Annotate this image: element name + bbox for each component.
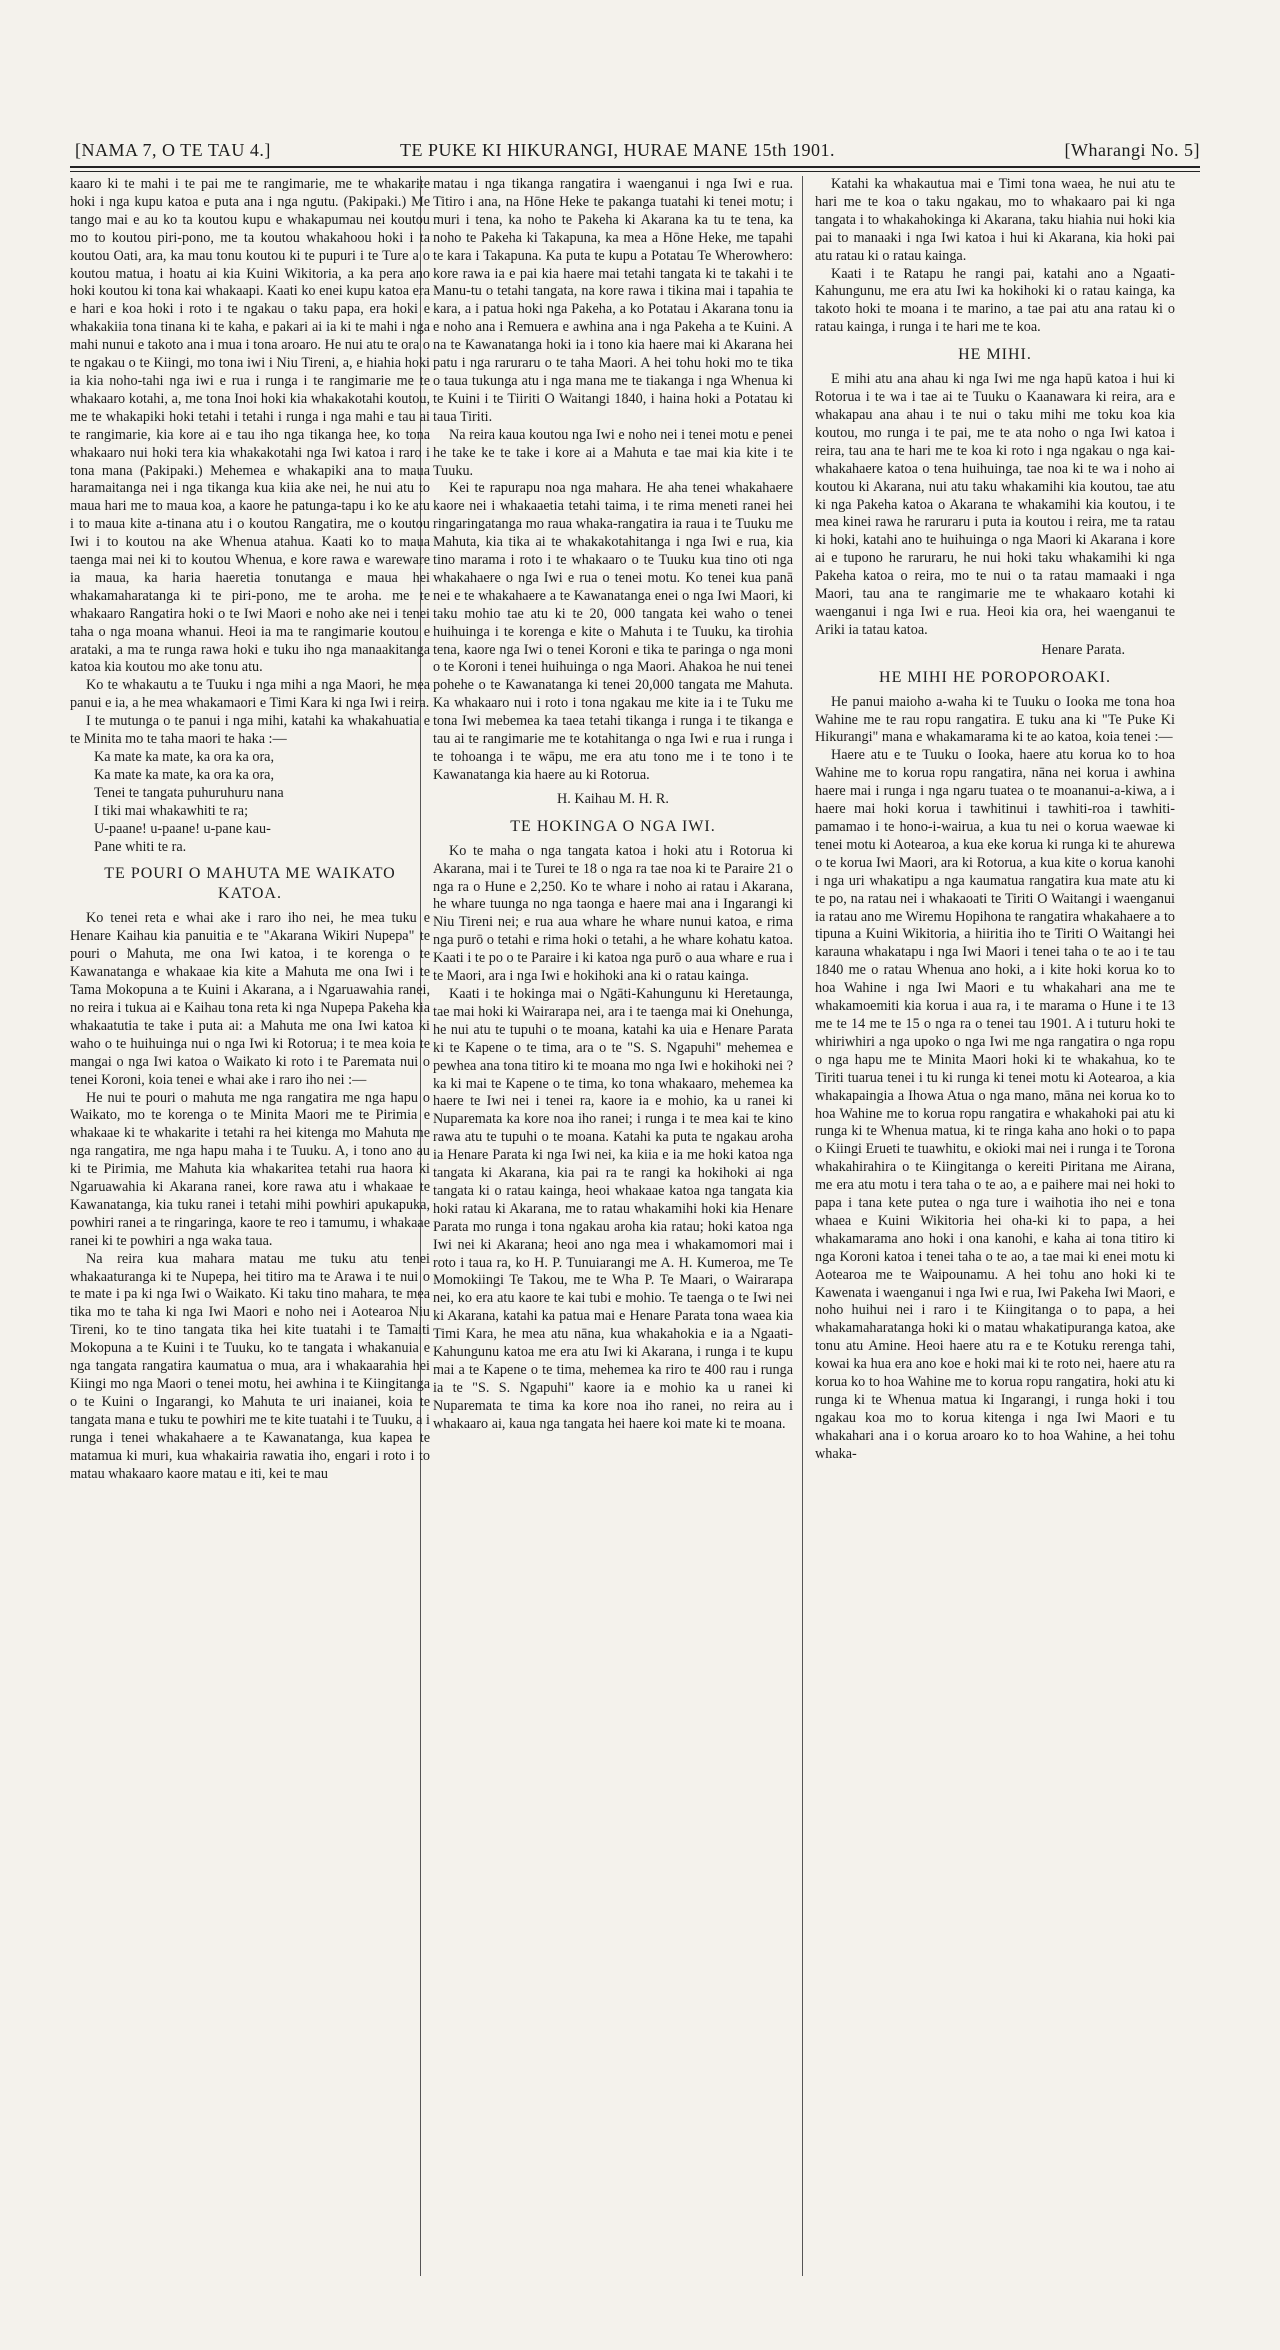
article-paragraph: matau i nga tikanga rangatira i waenganui i nga Iwi e rua. Titiro i ana, na Hōne Heke te pakanga tuatahi ki tenei motu; i muri i tena, ka noho te Pakeha ki Akarana ka tu te tena, ka noho te Pakeha ki Takapuna, ka mea a Hōne Heke, me tapahi te kara i Takapuna. Ka puta te kupu a Potatau Te Wherowhero: kore rawa ia e pai kia haere mai tetahi tangata ki te takahi i te Manu-tu o tetahi tangata, na kore rawa i tikina mai i tapahia te kara, a i patua hoki nga Pakeha, a ko Potatau i Akarana tonu ia e noho ana i Remuera e awhina ana i nga Pakeha a te Kuini. A na te Kawanatanga hoki ia i tono kia haere mai ki Akarana hei patu i nga raruraru o te taha Maori. A hei tohu hoki mo te tika o taua tukunga atu i nga mana me te tiakanga i nga Whenua ki te Kuini i te Tiiriti O Waitangi 1840, i haina hoki a Potatau ki taua Tiriti. xyxy=(433,176,793,425)
column-2 xyxy=(433,176,793,1434)
page-header xyxy=(70,140,1200,166)
issue-number: [NAMA 7, O TE TAU 4.] xyxy=(75,140,271,160)
verse-line: U-paane! u-paane! u-pane kau- xyxy=(94,820,271,837)
verse-line: Tenei te tangata puhuruhuru nana xyxy=(94,784,284,801)
signature: H. Kaihau M. H. R. xyxy=(557,790,669,807)
header-rule-thin xyxy=(70,171,1200,172)
article-paragraph: I te mutunga o te panui i nga mihi, katahi ka whakahuatia e te Minita mo te taha maori te haka :— xyxy=(70,713,430,748)
article-heading: HE MIHI. xyxy=(958,346,1032,364)
article-paragraph: Ko te maha o nga tangata katoa i hoki atu i Rotorua ki Akarana, mai i te Turei te 18 o nga ra tae noa ki te Paraire 21 o nga ra o Hune e 2,250. Ko te whare i noho ai ratau i Akarana, he whare tuunga no nga taonga e haere mai ana i Ingarangi ki Niu Tireni nei; e rua aua whare he whare nunui katoa, e rima nga purō o tetahi e rima hoki o tetahi, a he whare kohatu katoa. Kaati i te po o te Paraire i ki katoa nga purō o aua whare e rua i te Maori, ara i nga Iwi e hokihoki ana ki o ratau kainga. xyxy=(433,842,793,985)
article-paragraph: Katahi ka whakautua mai e Timi tona waea, he nui atu te hari me te koa o taku ngakau, mo to whakaaro pai ki nga tangata i to whakahokinga ki Akarana, taku hiahia nui hoki kia pai to manaaki i nga Iwi katoa i hui ki Akarana, kia hoki pai atu ratau ki o ratau kainga. xyxy=(815,176,1175,264)
article-paragraph: E mihi atu ana ahau ki nga Iwi me nga hapū katoa i hui ki Rotorua i te wa i tae ai te Tuuku o Kaanawara ki reira, ara e whakapau ana ahau i te nui o taku mihi me toku koa kia koutou, mo runga i te pai, me te ata noho o nga Iwi katoa i reira, tau ana te hari me te koa ki roto i nga ngakau o nga kai-whakahaere katoa o tena huihuinga, tae noa ki te wa i noho ai koutou ki Akarana, nui atu taku whakamihi kia koutou, tae atu ki nga Pakeha katoa o Akarana te whakamihi kia koutou, i te mea kinei rawa he raruraru i puta ia koutou i reira, me ta ratau ki hoki, katahi ano te huihuinga o nga Maori ki Akarana i kore ai e tupono he raruraru, he nui hoki taku whakamihi ki nga Pakeha katoa o reira, mo te nui o ta ratau mamaaki i nga Maori, tau ana te rangimarie me te whakaaro kotahi ki waenganui i nga Iwi e rua. Heoi kia ora, hei waenganui te Ariki ia tatau katoa. xyxy=(815,371,1175,638)
column-3 xyxy=(815,176,1175,1464)
haka-verse xyxy=(70,749,430,856)
verse-line: Ka mate ka mate, ka ora ka ora, xyxy=(94,766,275,783)
signature: Henare Parata. xyxy=(1041,641,1125,658)
verse-line: I tiki mai whakawhiti te ra; xyxy=(94,802,249,819)
article-paragraph: Ko tenei reta e whai ake i raro iho nei, he mea tuku e Henare Kaihau kia panuitia e te "Akarana Wikiri Nupepa" te pouri o Mahuta, me ona Iwi katoa, i te korenga o te Kawanatanga e whakaae kia kite a Mahuta me ona Iwi i te Tama Mokopuna a te Kuini i Akarana, a i Ngaruawahia ranei, no reira i tukua ai e Kaihau tona reta ki nga Nupepa Pakeha kia whakaatutia te take i puta ai: a Mahuta me ona Iwi katoa ki waho o te huihuinga nui o nga Iwi ki Rotorua; i te mea koia te mangai o nga Iwi katoa o Waikato ki roto i te Paremata nui o tenei Koroni, koia tenei e whai ake i raro iho nei :— xyxy=(70,910,430,1088)
article-paragraph: Kaati i te hokinga mai o Ngāti-Kahungunu ki Heretaunga, tae mai hoki ki Wairarapa nei, ara i te taenga mai ki Onehunga, he nui atu te tupuhi o te moana, katahi ka uia e Henare Parata ki te Kapene o te tima, ara o te "S. S. Ngapuhi" mehemea e pewhea ana tona titiro ki te moana mo nga Iwi e hokihoki nei ? ka ki mai te Kapene o te tima, ko tona whakaaro, mehemea ka haere te Iwi nei i tenei ra, kaore ia e mohio, ka u ranei ki Nuparemata ka kore noa iho ranei; i runga i te mea kai te kino rawa atu te tupuhi o te moana. Katahi ka puta te ngakau aroha ia Henare Parata ki nga Iwi nei, ka kiia e ia me hoki katoa nga tangata ki Akarana, kia pai ra te rangi ka hokihoki ai nga tangata ki o ratau kainga, heoi whakaae katoa nga tangata kia hoki ratau ki Akarana, me to ratau whakamihi hoki kia Henare Parata mo runga i tona ngakau aroha kia ratau; hoki katoa nga Iwi nei ki Akarana; heoi ano nga mea i whakamomori mai i roto i taua ra, ko H. P. Tunuiarangi me A. H. Kumeroa, me Te Momokiingi Te Takou, me te Wha P. Te Maari, o Wairarapa nei, ko era atu kaore te kai tubi e mohio. Te taenga o te Iwi nei ki Akarana, katahi ka patua mai e Henare Parata tona waea kia Timi Kara, he mea atu nāna, kua whakahokia e ia a Ngaati-Kahungunu katoa me era atu Iwi ki Akarana, i runga i te kupu mai a te Kapene o te tima, mehemea ka riro te 400 rau i runga ia te "S. S. Ngapuhi" kaore ia e mohio ka u ranei ki Nuparemata te tima ka kore noa iho ranei, no reira au i whakaaro ai, kaua nga tangata hei haere koi mate ki te moana. xyxy=(433,985,793,1432)
page-number: [Wharangi No. 5] xyxy=(1064,140,1200,160)
article-paragraph: Na reira kua mahara matau me tuku atu tenei whakaaturanga ki te Nupepa, hei titiro ma te Arawa i te nui o te mate i pa ki nga Iwi o Waikato. Ki taku tino mahara, te mea tika mo te taha ki nga Iwi Maori e noho nei i Aotearoa Niu Tireni, ko te tino tangata tika hei kite tuatahi i te Tamaiti Mokopuna a te Kuini i te Tuuku, ko te tangata i whakanuia e nga tangata rangatira kaumatua o mua, ara i whakaarahia hei Kiingi mo nga Maori o tenei motu, hei awhina i te Kiingitanga o te Kuini o Ingarangi, ko Mahuta te uri inaianei, koia te tangata mana e tuku te powhiri me te kite tuatahi i te Tuuku, a i runga i tenei whakahaere a te Kawanatanga, kua kapea te matamua ki muri, kua whakairia rawatia iho, engari i roto i to matau whakaaro kaore matau e iti, kei te mau xyxy=(70,1250,430,1482)
article-heading: TE POURI O MAHUTA ME WAIKATO KATOA. xyxy=(104,865,396,903)
article-paragraph: kaaro ki te mahi i te pai me te rangimarie, me te whakarite hoki i nga kupu katoa e puta ana i nga ngutu. (Pakipaki.) Me tango mai e au ko ta koutou kupu e whakapumau nei koutou mo to koutou piri-pono, me ta koutou whakahoou hoki i ta koutou Oati, ara, ka mau tonu koutou ki te pupuri i te Ture a o koutou matua, i hoatu ai kia Kuini Wikitoria, a ka pera ano hoki koutou ki tona kai whakaapi. Kaati ko enei kupu katoa era e hari e koa hoki i roto i te ngakau o taku papa, era hoki e whakakiia tona tinana ki te kaha, e pakari ai ia ki te mahi i nga mahi nunui e takoto ana i mua i tona aroaro. He nui atu te ora o te ngakau o te Kiingi, mo tona iwi i Niu Tireni, a, e hiahia hoki ia kia noho-tahi nga iwi e rua i runga i te rangimarie me te whakaaro kotahi, a, me tona Inoi hoki kia whakakotahi koutou, me te whakapiki hoki tetahi i tetahi i runga i nga mahi e tau ai te rangimarie, kia kore ai e tau iho nga tikanga hee, ko tona whakaaro nui hoki tera kia whakakotahi nga Iwi katoa i raro i tona mana (Pakipaki.) Mehemea e whakapiki ana to maua haramaitanga nei i nga tikanga kua kiia ake nei, he nui atu to maua hari me to maua koa, a kaore he patunga-tapu i ko ke atu i to maua kite a-tinana atu i o koutou Rangatira, me o koutou Iwi i to koutou na ake Whenua atahua. Kaati ko to maua taenga mai nei ki to koutou Whenua, e kore rawa e wareware ia maua, ka haria haeretia tonutanga e maua hei whakamaharatanga ki te piri-pono, me te aroha. me te whakaaro Rangatira hoki o te Iwi Maori e noho ake nei i tenei taha o nga moana whanui. Heoi ia ma te rangimarie koutou e arataki, a ma te runga rawa hoki e tuku iho nga manaakitanga katoa kia koutou mo ake tonu atu. xyxy=(70,176,430,676)
article-paragraph: Ko te whakautu a te Tuuku i nga mihi a nga Maori, he mea panui e ia, a he mea whakamaori e Timi Kara ki nga Iwi i reira. xyxy=(70,677,430,712)
article-paragraph: He nui te pouri o mahuta me nga rangatira me nga hapu o Waikato, mo te korenga o te Minita Maori me te Pirimia e whakaae ki te whakarite i tetahi ra hei kitenga mo Mahuta me nga rangatira, me nga hapu maha i te Tuuku. A, i tono ano au ki te Pirimia, me Mahuta kia whakaritea tetahi rua haora ki Ngaruawahia ki Akarana ranei, kore rawa atu i whakaae te Kawanatanga, kia tuku ranei i tetahi mihi powhiri apukapuka, powhiri ranei a te ringaringa, kaore te reo i tamumu, i whakaae ranei ki te powhiri a nga waka taua. xyxy=(70,1089,430,1249)
article-heading: TE HOKINGA O NGA IWI. xyxy=(510,817,716,835)
verse-line: Pane whiti te ra. xyxy=(94,838,187,855)
header-rule xyxy=(70,166,1200,168)
article-paragraph: Haere atu e te Tuuku o Iooka, haere atu korua ko to hoa Wahine me to korua ropu rangatira, nāna nei korua i awhina haere mai i runga i nga ngaru tuatea o te moananui-a-kiwa, a i haere mai hoki korua i tawhitinui i tawhiti-roa i tawhiti-pamamao i te hono-i-wairua, a kua tu nei o korua waewae ki tenei motu ki Aotearoa, a kua eke korua ki runga ki te ahurewa o te korua Iwi Maori, ara ki Rotorua, a kua kite o korua kanohi i nga uri whakatipu a nga kaumatua rangatira kua mate atu ki te po, na ratau nei i whakaoati te Tiriti O Waitangi i waenganui ia ratau ano me Wiremu Hopihona te rangatira whakahaere a to tipuna a Kuini Wikitoria, a hiiritia iho te Tiriti O Waitangi hei karauna whakatapu i nga Iwi Maori i tenei taha o te ao i te tau 1840 me o ratau Whenua ano hoki, a i kite hoki korua ko to hoa Wahine i nga Iwi Maori e tu whakahari ana me te whakamoemiti kia korua i aua ra, i te marama o Hune i te 13 me te 14 me te 15 o nga ra o tenei tau 1901. A i tuturu hoki te whiriwhiri a nga upoko o nga Iwi me nga rangatira o nga ropu o nga hapu me te Minita Maori hoki ki te whakahua, ko te Tiriti tuarua tenei i tu ki runga ki tenei motu ki Aotearoa, a kia whakapaingia a Ihowa Atua o nga mano, māna nei korua ko to hoa Wahine me to korua ropu rangatira e whakahoki pai atu ki runga ki te Whenua matua, ki te ringa kaha ano hoki o to papa o Kiingi Erueti te tuawhitu, e okioki mai nei i runga i te Torona whakahirahira o te Kiingitanga o kereiti Piritana me Airana, me era atu motu i tera taha o te ao, a e paihere mai nei hoki to papa i tana kete putea o nga ture i waihotia iho nei e tona whaea e Kuini Wikitoria hei oha-ki ki to papa, a hei whakamarama ano hoki i ona kanohi, e kaha ai tona titiro ki nga Koroni katoa i tenei taha o te ao, a tae mai ki enei motu ki Aotearoa me te Waipounamu. A hei tohu ano hoki ki te Kawenata i waenganui i nga Iwi e rua, Iwi Pakeha Iwi Maori, e noho huihui nei i raro i te Kiingitanga o to papa, a hei whakamaharatanga hoki ki o matau whakatipuranga katoa, ake tonu atu Amine. Heoi haere atu ra e te Kotuku rerenga tahi, kowai ka hua era ano koe e hoki mai ki te roto nei, haere atu ra korua ko to hoa Wahine me to korua ropu rangatira, hoki atu ki runga ki te Whenua matua ki Ingarangi, i runga hoki i tou ngakau koa mo to korua kitenga i nga Iwi Maori e tu whakahari ana i o korua aroaro ko to hoa Wahine, a hei tohu whaka- xyxy=(815,747,1175,1462)
article-paragraph: Kaati i te Ratapu he rangi pai, katahi ano a Ngaati-Kahungunu, me era atu Iwi ka hokihoki ki o ratau kainga, ka takoto hoki te moana i te marino, a tae pai atu ana ratau ki o ratau kainga, i runga i te hari me te koa. xyxy=(815,265,1175,336)
article-heading: HE MIHI HE POROPOROAKI. xyxy=(879,668,1111,686)
article-paragraph: Kei te rapurapu noa nga mahara. He aha tenei whakahaere kaore nei i whakaaetia tetahi taima, i te rima meneti ranei hei ringaringatanga mo raua whaka-rangatira ia raua i te Tuuku me Mahuta, kia tika ai te whakakotahitanga i nga Iwi e rua, kia tino marama i roto i te whakaaro o te Tuuku kua tino oti nga whakahaere o nga Iwi e rua o tenei motu. Ko tenei kua panā nei e te whakahaere a te Kawanatanga enei o nga Iwi Maori, ki taku mohio tae atu ki te 20, 000 tangata kei waho o tenei huihuinga i te korenga e kite o Mahuta i te Tuuku, ka tirohia tena, kaore nga Iwi o tenei Koroni e tika te paringa o nga moni o te Koroni i tenei huihuinga o nga Maori. Ahakoa he nui tenei pohehe o te Kawanatanga ki tenei 20,000 tangata me Mahuta. Ka whakaaro nui i roto i tona ngakau me kite ia i te Tuku me tona Iwi mebemea ka taea tetahi tikanga i runga i te tikanga e tau ai te rangimarie me te kotahitanga o nga Iwi e rua i runga i te tohoanga i te wāpu, me era atu tono me i te tono i te Kawanatanga kia haere au ki Rotorua. xyxy=(433,480,793,783)
article-paragraph: He panui maioho a-waha ki te Tuuku o Iooka me tona hoa Wahine me te rau ropu rangatira. E tuku ana ki "Te Puke Ki Hikurangi" mana e whakamarama ki te ao katoa, koia tenei :— xyxy=(815,693,1175,746)
column-1 xyxy=(70,176,430,1483)
column-divider xyxy=(802,176,803,2276)
verse-line: Ka mate ka mate, ka ora ka ora, xyxy=(94,749,275,765)
masthead-title: TE PUKE KI HIKURANGI, HURAE MANE 15th 1901. xyxy=(400,140,835,160)
article-paragraph: Na reira kaua koutou nga Iwi e noho nei i tenei motu e penei he take ke te take i kore ai a Mahuta e tae mai kia kite i te Tuuku. xyxy=(433,426,793,479)
